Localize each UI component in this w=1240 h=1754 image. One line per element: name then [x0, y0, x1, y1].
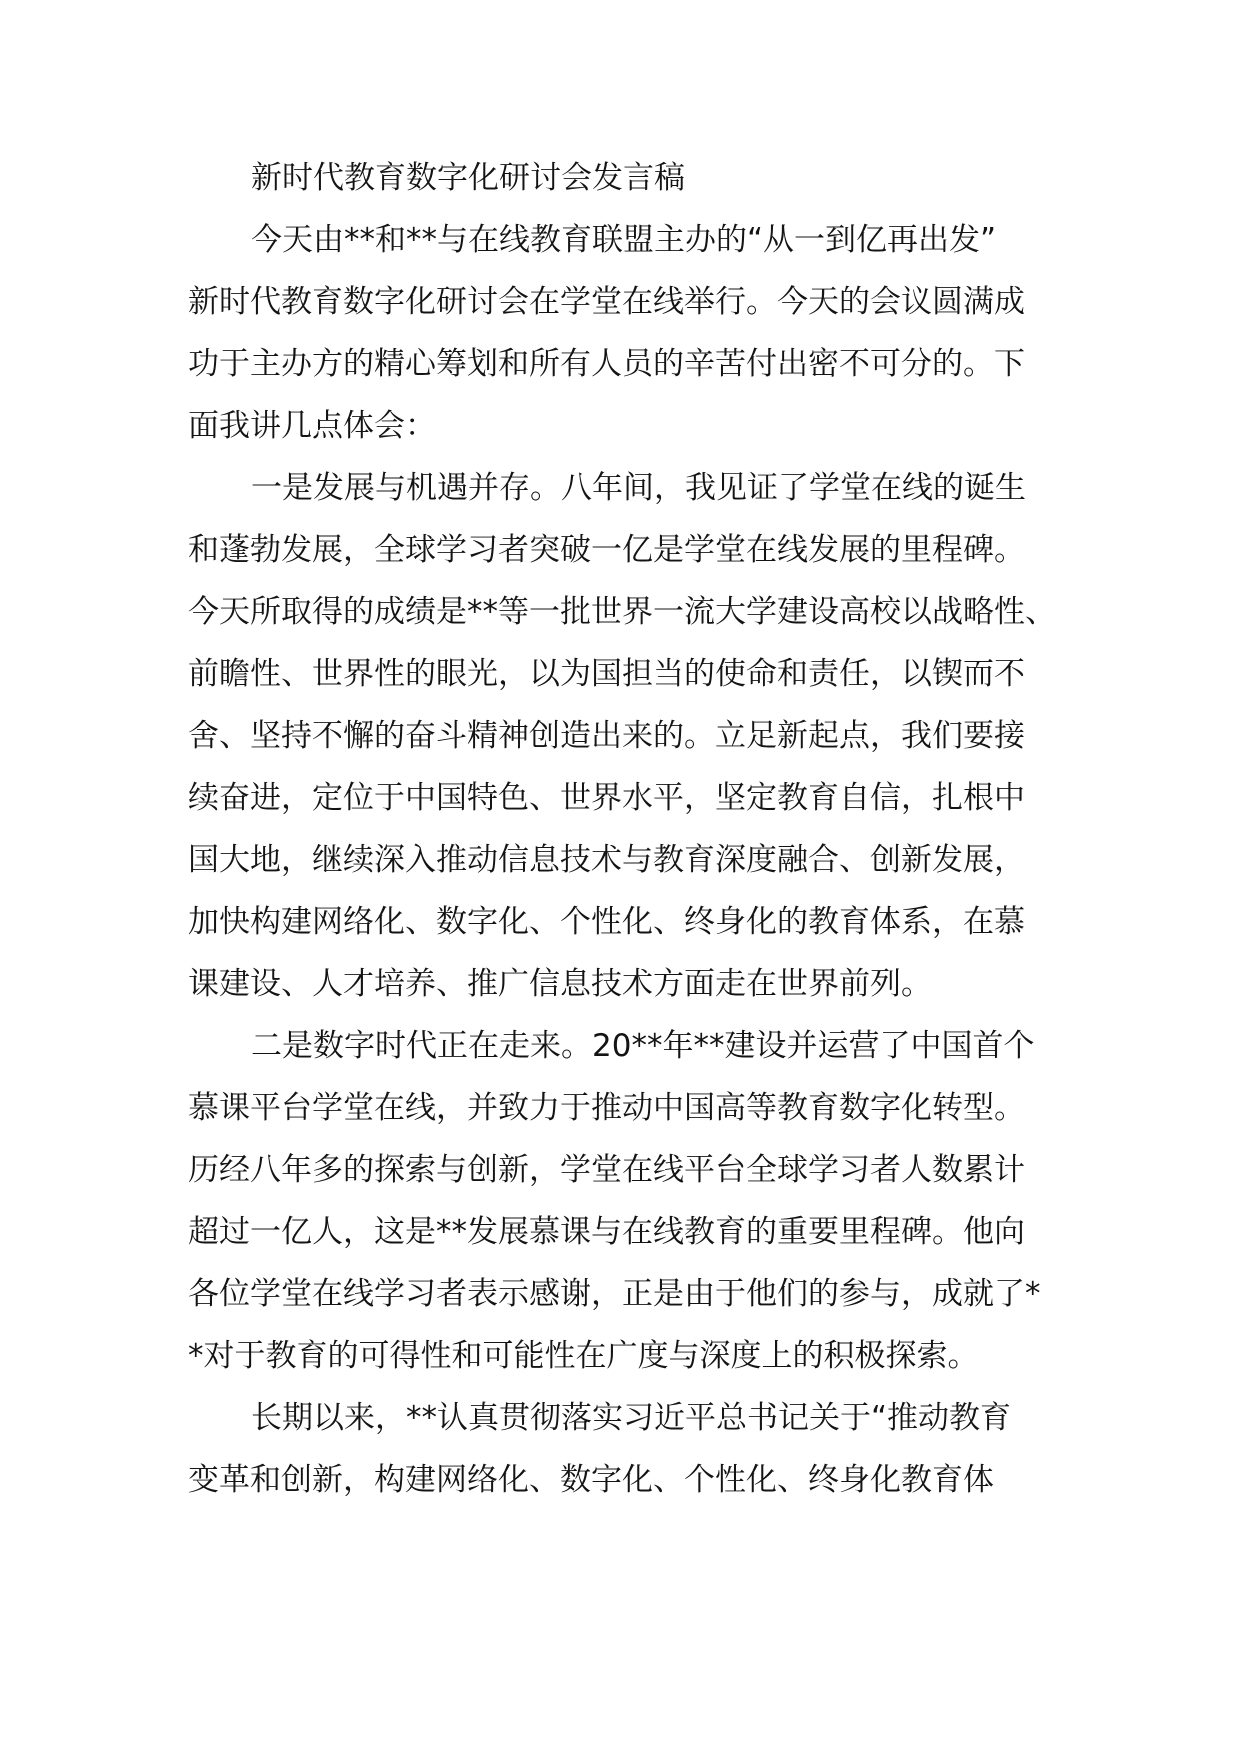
paragraph-line: 和蓬勃发展，全球学习者突破一亿是学堂在线发展的里程碑。 [188, 532, 1025, 568]
paragraph-line: 一是发展与机遇并存。八年间，我见证了学堂在线的诞生 [251, 470, 1026, 506]
paragraph-line: *对于教育的可得性和可能性在广度与深度上的积极探索。 [188, 1338, 979, 1374]
paragraph-line: 舍、坚持不懈的奋斗精神创造出来的。立足新起点，我们要接 [188, 718, 1025, 754]
paragraph-line: 功于主办方的精心筹划和所有人员的辛苦付出密不可分的。下 [188, 346, 1025, 382]
paragraph-line: 国大地，继续深入推动信息技术与教育深度融合、创新发展， [188, 842, 1025, 878]
paragraph-line: 长期以来，**认真贯彻落实习近平总书记关于“推动教育 [251, 1400, 1012, 1436]
document-title: 新时代教育数字化研讨会发言稿 [251, 160, 685, 196]
paragraph-line: 慕课平台学堂在线，并致力于推动中国高等教育数字化转型。 [188, 1090, 1025, 1126]
paragraph-line: 变革和创新，构建网络化、数字化、个性化、终身化教育体 [188, 1462, 994, 1498]
paragraph-line: 前瞻性、世界性的眼光，以为国担当的使命和责任，以锲而不 [188, 656, 1025, 692]
paragraph-line: 各位学堂在线学习者表示感谢，正是由于他们的参与，成就了* [188, 1276, 1041, 1312]
paragraph-line: 面我讲几点体会： [188, 408, 436, 444]
paragraph-line: 今天所取得的成绩是**等一批世界一流大学建设高校以战略性、 [188, 594, 1056, 630]
paragraph-line: 今天由**和**与在线教育联盟主办的“从一到亿再出发” [251, 222, 997, 258]
paragraph-line: 二是数字时代正在走来。20**年**建设并运营了中国首个 [251, 1028, 1035, 1064]
paragraph-line: 课建设、人才培养、推广信息技术方面走在世界前列。 [188, 966, 932, 1002]
paragraph-line: 续奋进，定位于中国特色、世界水平，坚定教育自信，扎根中 [188, 780, 1025, 816]
paragraph-line: 历经八年多的探索与创新，学堂在线平台全球学习者人数累计 [188, 1152, 1025, 1188]
paragraph-line: 超过一亿人，这是**发展慕课与在线教育的重要里程碑。他向 [188, 1214, 1025, 1250]
paragraph-line: 新时代教育数字化研讨会在学堂在线举行。今天的会议圆满成 [188, 284, 1025, 320]
paragraph-line: 加快构建网络化、数字化、个性化、终身化的教育体系，在慕 [188, 904, 1025, 940]
